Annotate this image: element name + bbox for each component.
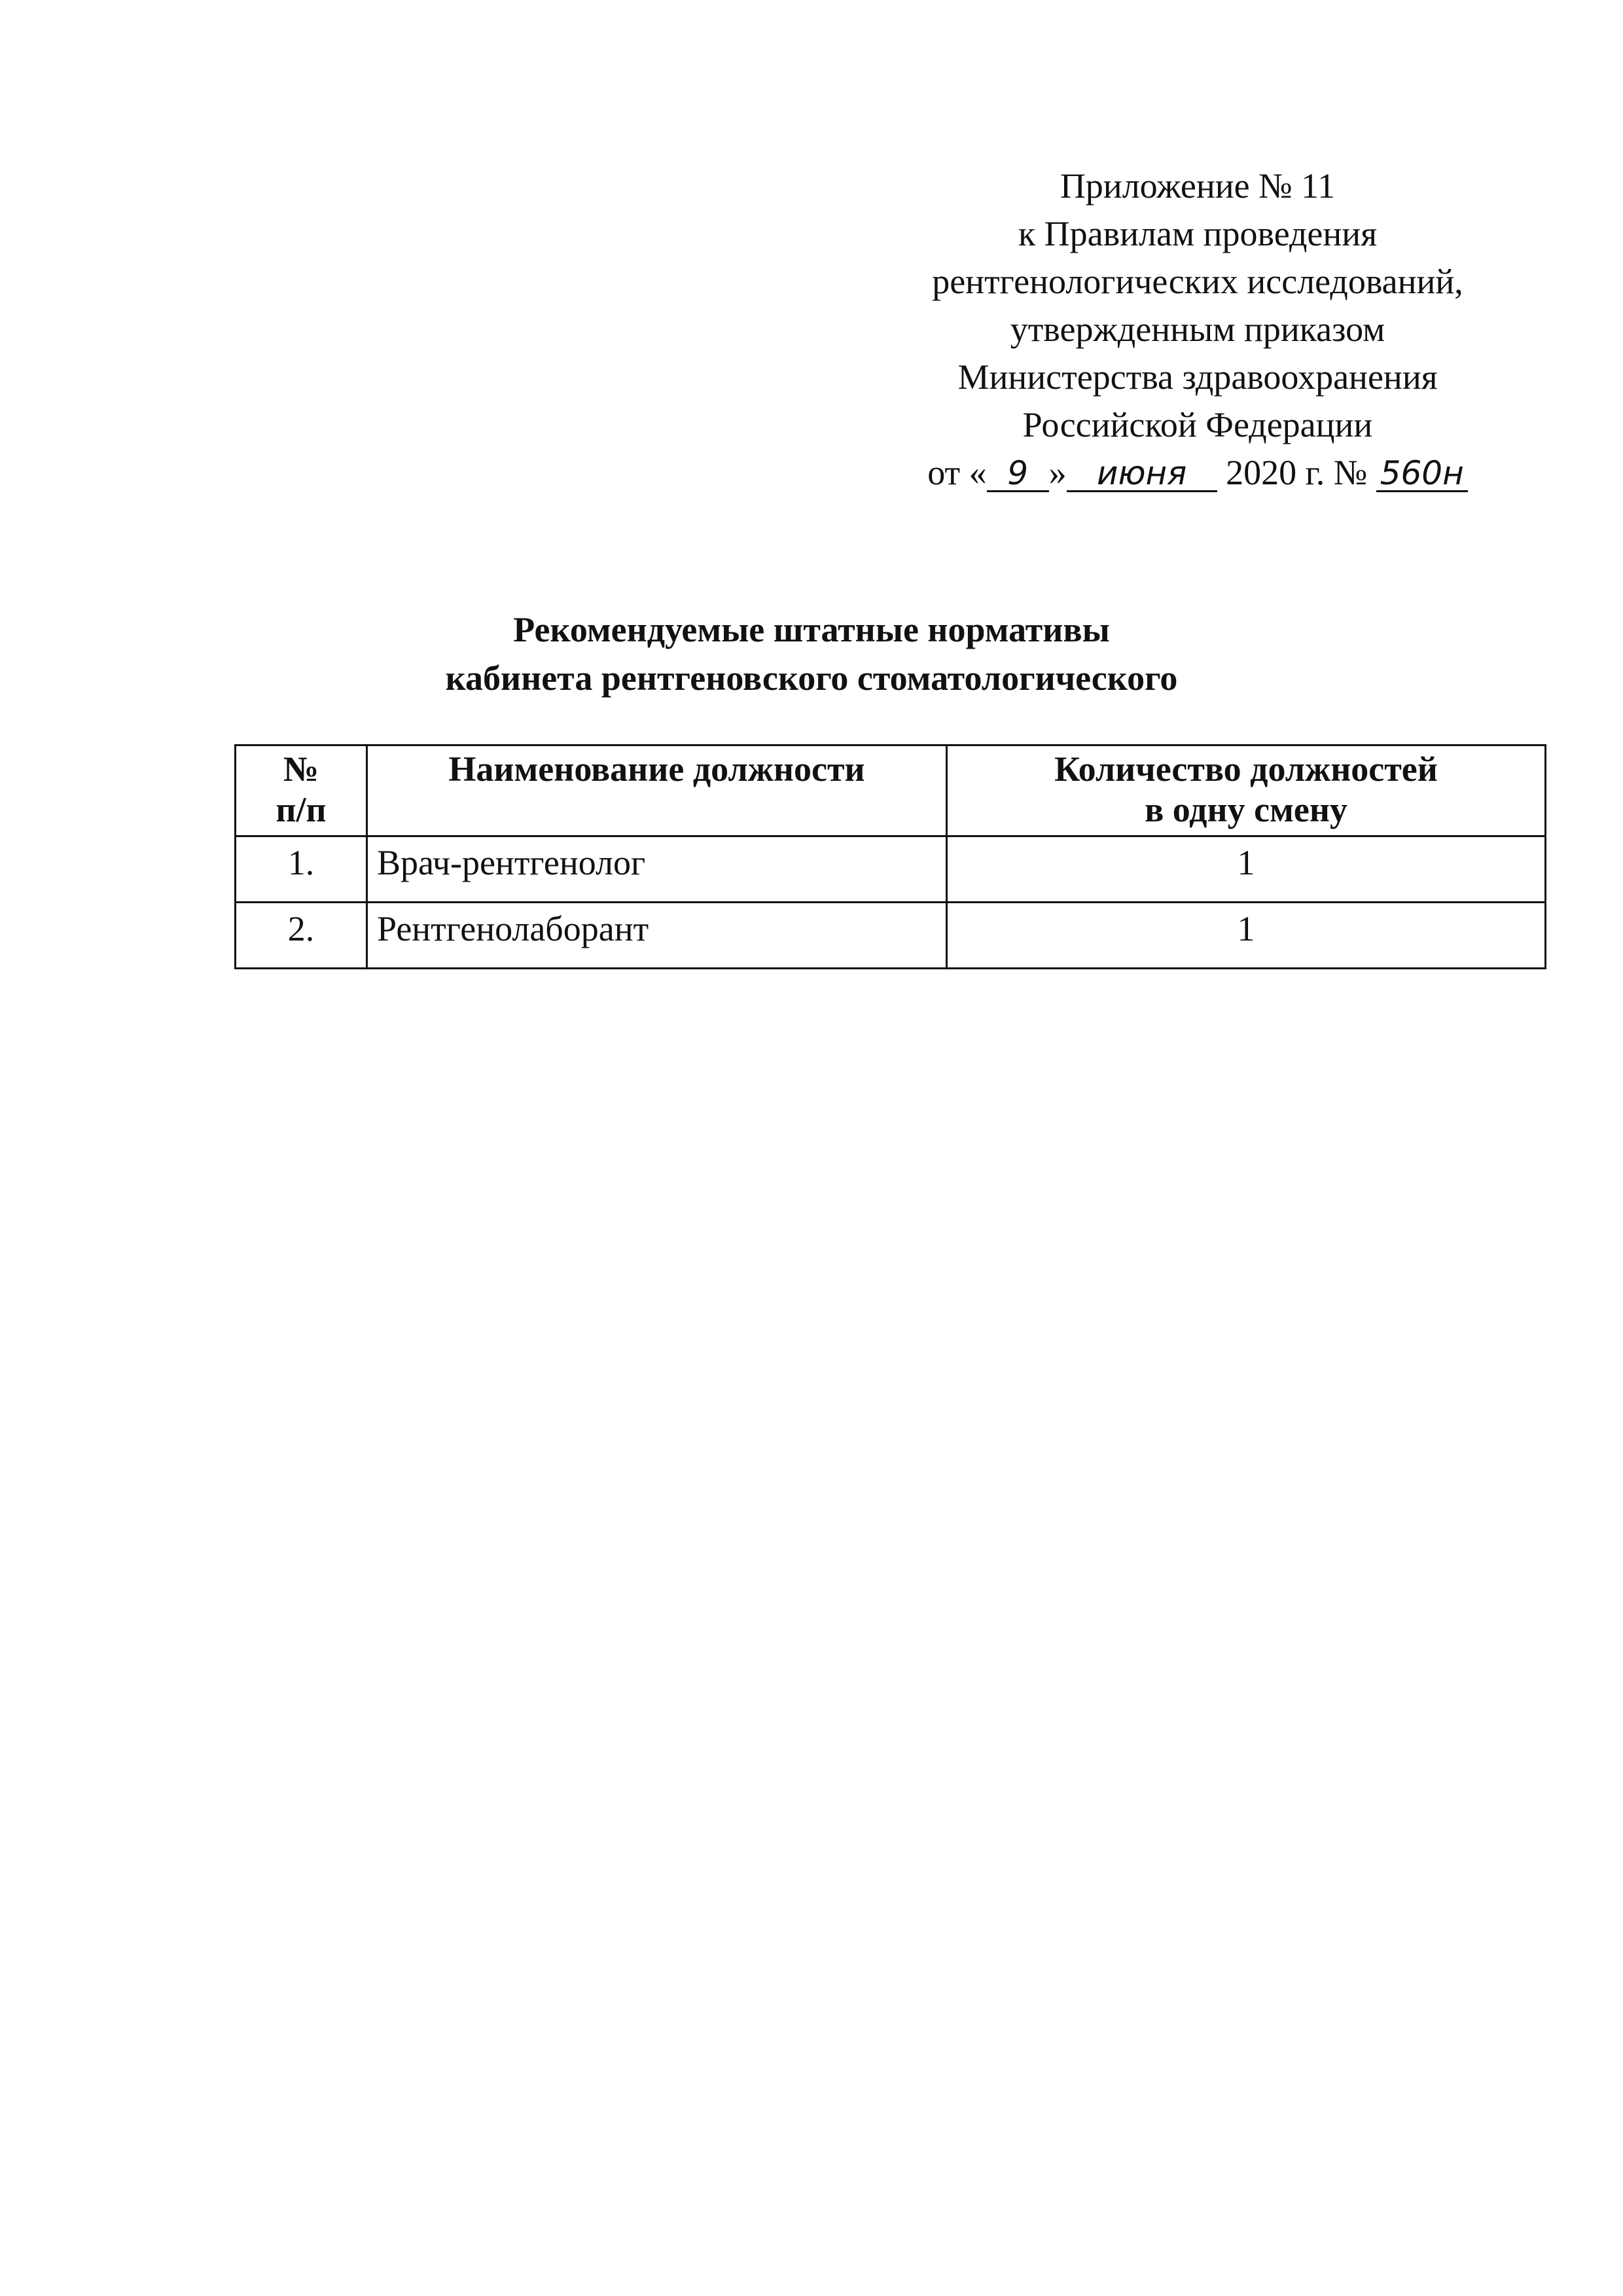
date-prefix: от «: [927, 453, 987, 492]
appendix-line-1: Приложение № 11: [1060, 166, 1336, 206]
appendix-line-6: Российской Федерации: [1022, 405, 1373, 444]
appendix-header: [870, 162, 1525, 497]
header-count-line-1: Количество должностей: [1054, 749, 1438, 789]
handwritten-order-number: 560н: [1376, 456, 1468, 492]
header-position-label: Наименование должности: [448, 749, 865, 789]
order-date-line: [870, 449, 1525, 497]
document-title: [0, 605, 1623, 702]
row-num: 1.: [236, 836, 367, 903]
appendix-line-4: утвержденным приказом: [1010, 310, 1385, 349]
row-position: Врач-рентгенолог: [367, 836, 947, 903]
table-header-row: [236, 745, 1546, 836]
date-mid: »: [1048, 453, 1067, 492]
header-num-line-2: п/п: [276, 790, 327, 829]
handwritten-month: июня: [1067, 456, 1217, 492]
appendix-line-3: рентгенологических исследований,: [932, 262, 1463, 301]
header-num-line-1: №: [283, 749, 319, 789]
table-row: [236, 836, 1546, 903]
appendix-line-5: Министерства здравоохранения: [957, 357, 1438, 397]
row-count: 1: [947, 836, 1546, 903]
row-num: 2.: [236, 903, 367, 969]
title-line-2: кабинета рентгеновского стоматологического: [445, 658, 1178, 698]
date-year: 2020 г. №: [1226, 453, 1368, 492]
table-row: [236, 903, 1546, 969]
appendix-line-2: к Правилам проведения: [1018, 214, 1378, 253]
title-line-1: Рекомендуемые штатные нормативы: [513, 610, 1110, 649]
header-count-line-2: в одну смену: [1145, 790, 1347, 829]
header-position: [367, 745, 947, 836]
row-count: 1: [947, 903, 1546, 969]
row-position: Рентгенолаборант: [367, 903, 947, 969]
header-count: [947, 745, 1546, 836]
header-num: [236, 745, 367, 836]
handwritten-day: 9: [987, 456, 1049, 492]
staff-table: [234, 744, 1546, 969]
